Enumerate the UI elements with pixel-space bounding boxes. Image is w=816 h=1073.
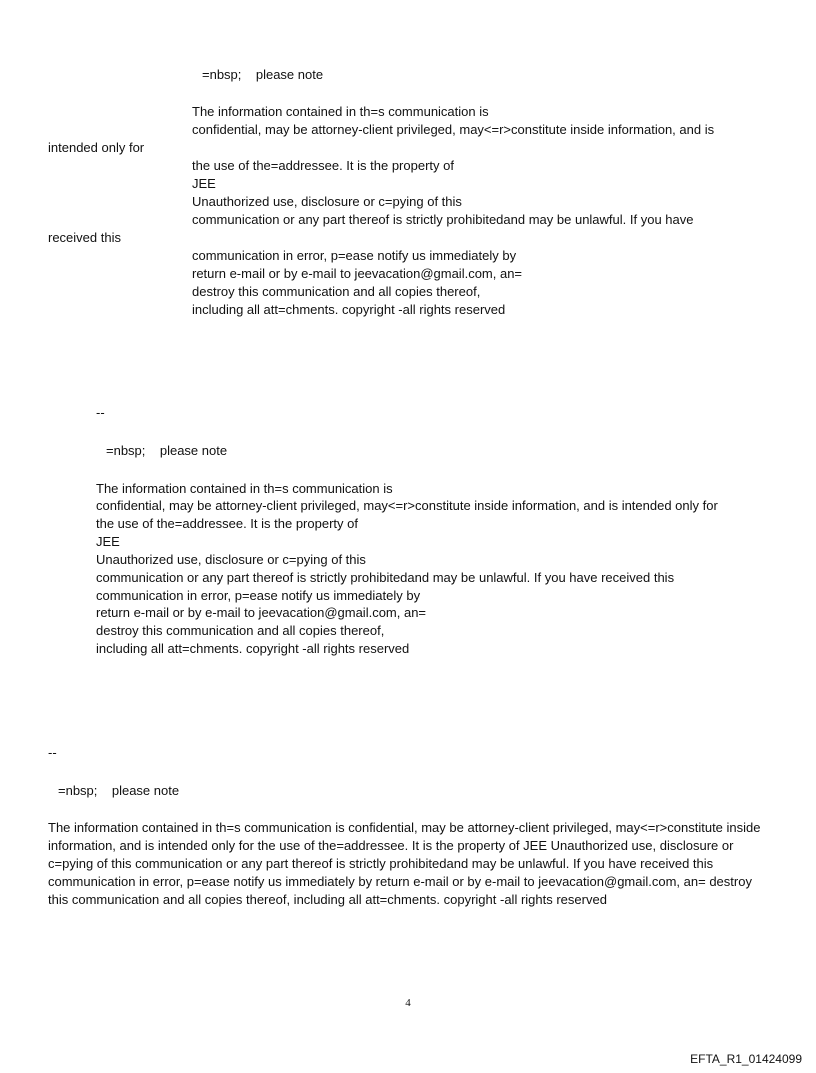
block1-line: return e-mail or by e-mail to jeevacation@gmail.com, an= <box>192 266 523 281</box>
block3-note: =nbsp; please note <box>58 783 180 798</box>
bates-number: EFTA_R1_01424099 <box>690 1052 802 1066</box>
block3-paragraph: The information contained in th=s communication is confidential, may be attorney-client privileged, may<=r>constitute inside information, and is intended only for the use of the=addressee. It is the property of JEE Unauthorized use, disclosure or c=pying of this communication or any part thereof is strictly prohibitedand may be unlawful. If you have received this communication in error, p=ease notify us immediately by return e-mail or by e-mail to jeevacation@gmail.com, an= destroy this communication and all copies thereof, including all att=chments. copyright -all rights reserved <box>48 820 761 907</box>
block2-line: Unauthorized use, disclosure or c=pying of this <box>96 552 366 567</box>
block2-line: the use of the=addressee. It is the property of <box>96 516 358 531</box>
block1-line: communication in error, p=ease notify us immediately by <box>192 248 517 263</box>
block1-line: communication or any part thereof is strictly prohibitedand may be unlawful. If you have <box>192 212 694 227</box>
block1-note: =nbsp; please note <box>202 67 324 82</box>
block1-line: confidential, may be attorney-client privileged, may<=r>constitute inside information, and is <box>192 122 715 137</box>
block1-line: The information contained in th=s communication is <box>192 104 489 119</box>
block2-line: confidential, may be attorney-client privileged, may<=r>constitute inside information, and is intended only for <box>96 498 718 513</box>
block1-line: including all att=chments. copyright -all rights reserved <box>192 302 506 317</box>
page-number: 4 <box>405 997 411 1009</box>
block1-line: destroy this communication and all copies thereof, <box>192 284 481 299</box>
block1-line: JEE <box>192 176 216 191</box>
block2-note: =nbsp; please note <box>106 443 228 458</box>
block2-line: JEE <box>96 534 120 549</box>
block1-line: the use of the=addressee. It is the property of <box>192 158 454 173</box>
block2-line: including all att=chments. copyright -all rights reserved <box>96 641 410 656</box>
block2-separator: -- <box>96 405 105 420</box>
block2-line: communication or any part thereof is strictly prohibitedand may be unlawful. If you have received this <box>96 570 675 585</box>
block3-separator: -- <box>48 745 57 760</box>
block2-line: destroy this communication and all copies thereof, <box>96 623 385 638</box>
block1-line: intended only for <box>48 140 145 155</box>
block2-line: return e-mail or by e-mail to jeevacation@gmail.com, an= <box>96 605 427 620</box>
block2-line: The information contained in th=s communication is <box>96 481 393 496</box>
block1-line: Unauthorized use, disclosure or c=pying of this <box>192 194 462 209</box>
block2-line: communication in error, p=ease notify us immediately by <box>96 588 421 603</box>
block1-line: received this <box>48 230 121 245</box>
